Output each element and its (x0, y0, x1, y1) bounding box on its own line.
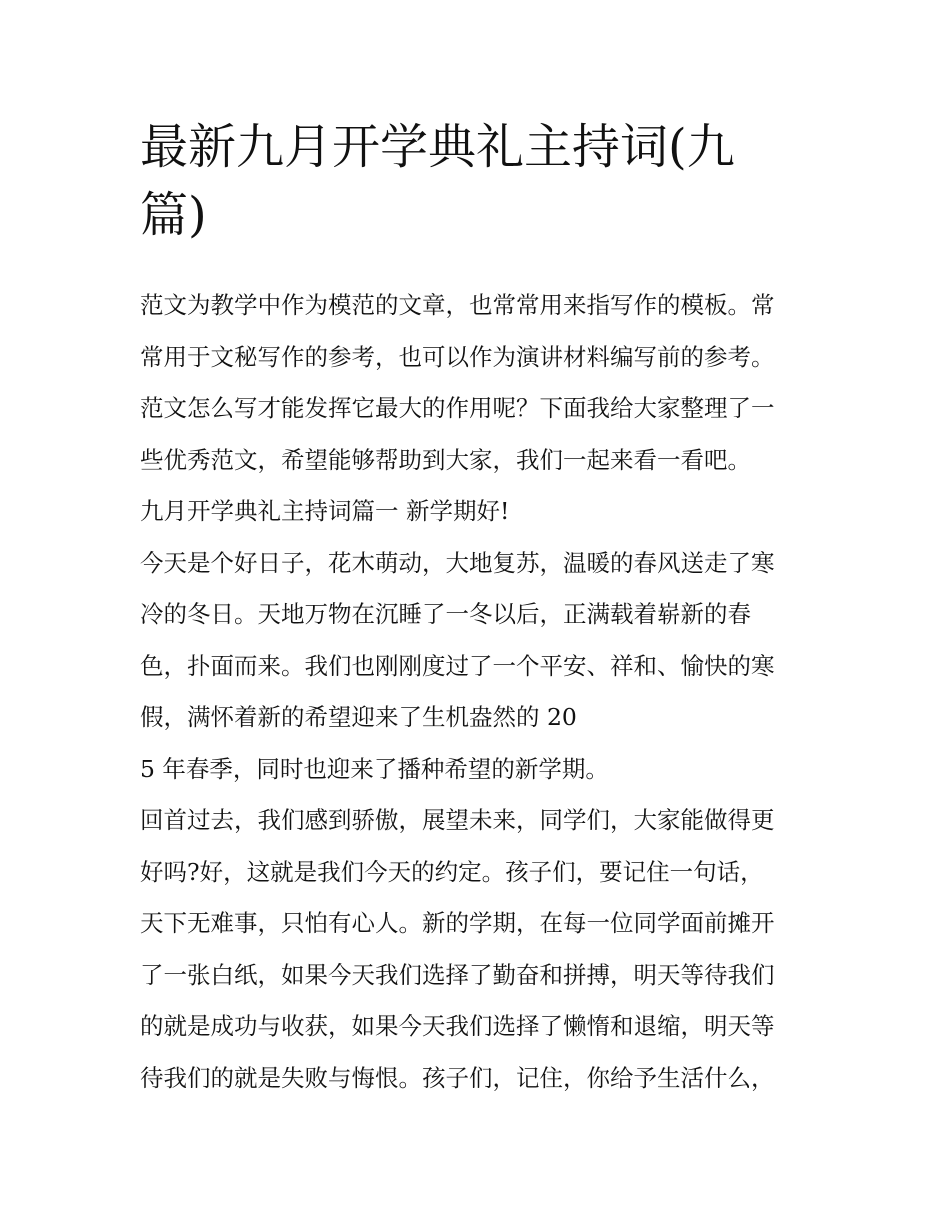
document-title (140, 113, 820, 249)
intro-line: 些优秀范文，希望能够帮助到大家，我们一起来看一看吧。 (140, 445, 751, 474)
paragraph-line: 了一张白纸，如果今天我们选择了勤奋和拼搏，明天等待我们 (140, 960, 775, 989)
paragraph-line: 待我们的就是失败与悔恨。孩子们，记住，你给予生活什么， (140, 1063, 775, 1092)
title-line: 最新九月开学典礼主持词(九 (140, 119, 735, 175)
paragraph-line: 假，满怀着新的希望迎来了生机盎然的 20 (140, 703, 577, 731)
document-body (140, 280, 830, 1104)
paragraph-line: 冷的冬日。天地万物在沉睡了一冬以后，正满载着崭新的春 (140, 600, 751, 628)
paragraph-line: 回首过去，我们感到骄傲，展望未来，同学们，大家能做得更 (140, 806, 775, 834)
paragraph-line: 5 年春季，同时也迎来了播种希望的新学期。 (140, 754, 609, 783)
title-line: 篇) (140, 187, 207, 243)
paragraph-line: 好吗?好，这就是我们今天的约定。孩子们，要记住一句话， (140, 857, 764, 886)
paragraph-line: 今天是个好日子，花木萌动，大地复苏，温暖的春风送走了寒 (140, 548, 775, 577)
section-heading-line: 九月开学典礼主持词篇一 新学期好! (140, 497, 510, 525)
intro-line: 常用于文秘写作的参考，也可以作为演讲材料编写前的参考。 (140, 342, 775, 371)
intro-line: 范文怎么写才能发挥它最大的作用呢？下面我给大家整理了一 (140, 394, 775, 422)
paragraph-line: 色，扑面而来。我们也刚刚度过了一个平安、祥和、愉快的寒 (140, 651, 775, 680)
intro-line: 范文为教学中作为模范的文章，也常常用来指写作的模板。常 (140, 291, 775, 319)
paragraph-line: 的就是成功与收获，如果今天我们选择了懒惰和退缩，明天等 (140, 1012, 775, 1040)
paragraph-line: 天下无难事，只怕有心人。新的学期，在每一位同学面前摊开 (140, 909, 775, 937)
